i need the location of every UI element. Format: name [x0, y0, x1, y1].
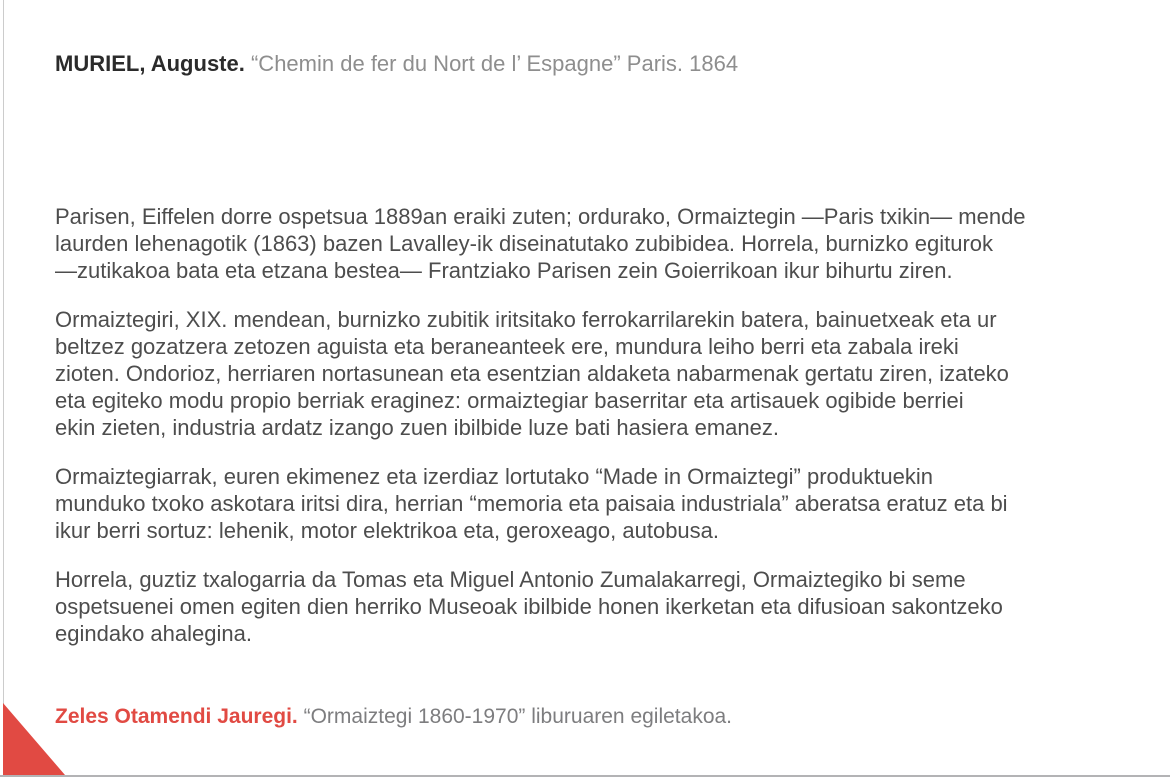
- text-line: beltzez gozatzera zetozen aguista eta beraneanteek ere, mundura leiho berri eta zabala ireki: [55, 334, 959, 359]
- footer-credit-line: [55, 704, 732, 730]
- body-text-block: [55, 203, 1135, 669]
- text-line: zioten. Ondorioz, herriaren nortasunean eta esentzian aldaketa nabarmenak gertatu ziren, izateko: [55, 361, 1009, 386]
- left-border-line: [3, 0, 4, 706]
- header-citation-line: [55, 50, 738, 77]
- text-line: Parisen, Eiffelen dorre ospetsua 1889an eraiki zuten; ordurako, Ormaiztegin —Paris txikin— mende: [55, 204, 1026, 229]
- footer-author: Zeles Otamendi Jauregi.: [55, 705, 298, 728]
- text-line: Ormaiztegiri, XIX. mendean, burnizko zubitik iritsitako ferrokarrilarekin batera, bainuetxeak eta ur: [55, 307, 997, 332]
- paragraph: [55, 566, 1135, 647]
- footer-citation-text: “Ormaiztegi 1860-1970” liburuaren egiletakoa.: [303, 705, 733, 728]
- text-line: ikur berri sortuz: lehenik, motor elektrikoa eta, geroxeago, autobusa.: [55, 518, 720, 543]
- text-line: laurden lehenagotik (1863) bazen Lavalley-ik diseinatutako zubibidea. Horrela, burnizko egiturok: [55, 231, 994, 256]
- text-line: munduko txoko askotara iritsi dira, herrian “memoria eta paisaia industriala” aberatsa eratuz eta bi: [55, 491, 1008, 516]
- header-author: MURIEL, Auguste.: [55, 51, 245, 76]
- text-line: Ormaiztegiarrak, euren ekimenez eta izerdiaz lortutako “Made in Ormaiztegi” produktuekin: [55, 464, 933, 489]
- text-line: egindako ahalegina.: [55, 621, 252, 646]
- text-line: ospetsuenei omen egiten dien herriko Museoak ibilbide honen ikerketan eta difusioan sakontzeko: [55, 594, 1003, 619]
- header-citation-text: “Chemin de fer du Nort de l’ Espagne” Paris. 1864: [250, 51, 739, 76]
- text-line: ekin zieten, industria ardatz izango zuen ibilbide luze bati hasiera emanez.: [55, 415, 779, 440]
- paragraph: [55, 306, 1135, 441]
- text-line: Horrela, guztiz txalogarria da Tomas eta Miguel Antonio Zumalakarregi, Ormaiztegiko bi seme: [55, 567, 966, 592]
- bottom-rule-line: [0, 775, 1170, 777]
- paragraph: [55, 463, 1135, 544]
- paragraph: [55, 203, 1135, 284]
- text-line: —zutikakoa bata eta etzana bestea— Frantziako Parisen zein Goierrikoan ikur bihurtu ziren.: [55, 258, 953, 283]
- text-line: eta egiteko modu propio berriak eraginez: ormaiztegiar baserritar eta artisauek ogibide berriei: [55, 388, 964, 413]
